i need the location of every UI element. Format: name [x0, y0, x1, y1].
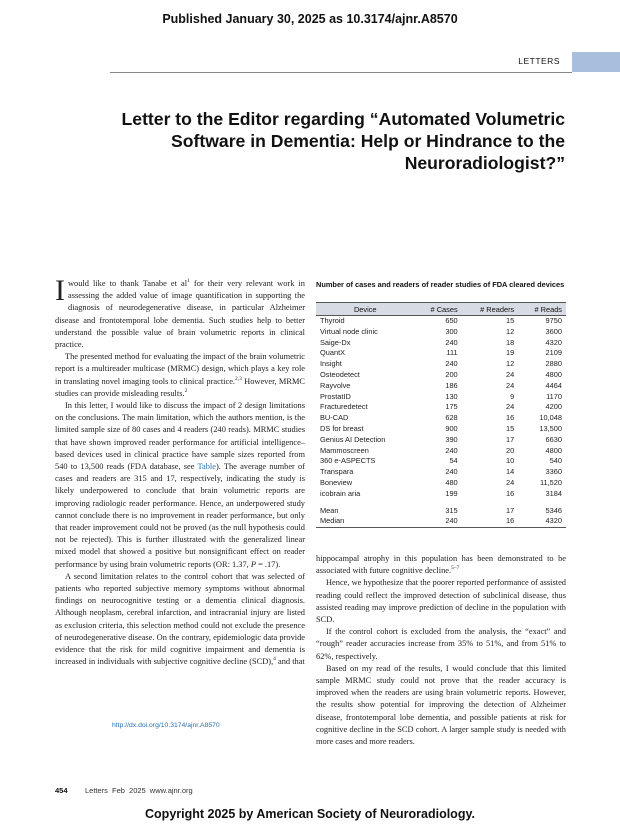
citation-ref[interactable]: 2,3	[235, 375, 242, 382]
number-cell: 17	[506, 434, 515, 444]
number-cell: 15	[506, 316, 515, 325]
section-tab-bar	[572, 52, 620, 72]
table-row	[316, 413, 566, 424]
device-cell: Virtual node clinic	[320, 326, 378, 336]
number-cell: 24	[506, 402, 515, 412]
table-header-row	[316, 303, 566, 316]
table-row	[316, 456, 566, 467]
device-cell: Mean	[320, 505, 339, 515]
table-row	[316, 370, 566, 381]
number-cell: 4320	[518, 516, 566, 527]
device-cell: Transpara	[320, 467, 354, 477]
number-cell: 2880	[545, 359, 562, 369]
number-cell: 300	[445, 326, 458, 336]
text: = .17).	[255, 559, 281, 569]
number-cell: 15	[506, 423, 515, 433]
number-cell: 4320	[545, 337, 562, 347]
paragraph-6: Hence, we hypothesize that the poorer reported performance of assisted reading could reflect the improved detection of subclinical disease, thus assisted reading may improve prediction of decline in the population with SCD.	[316, 578, 566, 625]
device-cell: BU-CAD	[320, 413, 349, 423]
number-cell: 24	[506, 477, 515, 487]
section-divider	[110, 72, 572, 73]
header-reads: # Reads	[518, 303, 566, 316]
number-cell: 240	[445, 337, 458, 347]
paragraph-7: If the control cohort is excluded from the analysis, the “exact” and “rough” reader accuracies increase from 35% to 51%, and from 51% to 62%, respectively.	[316, 627, 566, 661]
number-cell: 480	[445, 477, 458, 487]
header-readers: # Readers	[462, 303, 519, 316]
number-cell: 900	[445, 423, 458, 433]
number-cell: 240	[445, 445, 458, 455]
number-cell: 1170	[546, 391, 562, 401]
paragraph-8: Based on my read of the results, I would conclude that this limited sample MRMC study could not prove that the reader accuracy is improved when the readers are using brain volumetric reports. However, the results show potential for improving the detection of Alzheimer disease, frontotemporal lobe dementia, and possible patients at risk for cognitive decline in the SCD cohort. A larger sample study is needed with more cases and more readers.	[316, 663, 566, 747]
fda-devices-table	[316, 302, 566, 528]
number-cell: 6630	[545, 434, 562, 444]
number-cell: 130	[445, 391, 458, 401]
number-cell: 17	[506, 505, 515, 515]
number-cell: 4464	[545, 380, 562, 390]
number-cell: 186	[445, 380, 458, 390]
text: hippocampal atrophy in this population has been demonstrated to be associated with future cognitive decline.	[316, 554, 566, 576]
number-cell: 54	[449, 456, 458, 466]
device-cell: 360 e-ASPECTS	[320, 456, 376, 466]
text: In this letter, I would like to discuss the impact of 2 design limitations on the conclusions. The main limitation, which the authors mention, is the limited sample size of 80 cases and 4 readers (240 reads). MRMC studies that have shown improved reader performance for artificial intelligence–based devices used in clinical practice have sample sizes reported from 540 to 13,500 reads (FDA database, see	[55, 401, 305, 472]
device-cell: Boneview	[320, 477, 353, 487]
table-row	[316, 489, 566, 500]
number-cell: 10,048	[539, 413, 562, 423]
number-cell: 16	[506, 413, 515, 423]
number-cell: 3184	[545, 488, 562, 498]
number-cell: 12	[506, 326, 515, 336]
citation-ref[interactable]: 5–7	[451, 565, 460, 572]
citation-ref[interactable]: 2	[184, 388, 188, 395]
number-cell: 3360	[545, 467, 562, 477]
text: would like to thank Tanabe et al	[68, 279, 188, 288]
device-cell: Thyroid	[320, 316, 345, 325]
table-link[interactable]: Table	[197, 462, 216, 472]
article-title: Letter to the Editor regarding “Automated Volumetric Software in Dementia: Help or Hindrance to the Neuroradiologist?”	[121, 109, 565, 173]
number-cell: 4800	[545, 445, 562, 455]
device-cell: ProstatID	[320, 391, 351, 401]
number-cell: 14	[506, 467, 515, 477]
copyright-banner: Copyright 2025 by American Society of Neuroradiology.	[145, 807, 475, 821]
table-row	[316, 392, 566, 403]
running-footer: Letters Feb 2025 www.ajnr.org	[85, 786, 193, 795]
text: ). The average number of cases and readers are 315 and 17, respectively, indicating the study is likely underpowered to conclude that brain volumetric reports are improving radiologic reader performance. Hence, an underpowered study cannot conclude there is no improvement in reader performance, but only that reader improvement could not be proved (as the null hypothesis could not be rejected). This is further illustrated with the generalized linear mixed model that showed a positive but nonsignificant effect on reader performance by using brain volumetric reports (OR: 1.37,	[55, 462, 305, 569]
number-cell: 175	[445, 402, 458, 412]
summary-row	[316, 506, 566, 517]
number-cell: 18	[506, 337, 515, 347]
table-row	[316, 478, 566, 489]
citation-ref[interactable]: 1	[187, 278, 190, 285]
number-cell: 390	[445, 434, 458, 444]
text: However, MRMC studies can provide misleading results.	[55, 376, 305, 398]
number-cell: 628	[445, 413, 458, 423]
text: for their very relevant work in assessing the added value of image quantification in supporting the diagnosis of neurodegenerative disease, in particular Alzheimer disease and frontotemporal lobe dementia. Such studies help to better understand the possible value of brain volumetric reports in clinical practice.	[55, 279, 305, 350]
device-cell: Median	[316, 516, 415, 527]
table-row	[316, 402, 566, 413]
paragraph-2	[55, 351, 305, 400]
number-cell: 240	[415, 516, 462, 527]
number-cell: 12	[506, 359, 515, 369]
number-cell: 16	[462, 516, 519, 527]
text: A second limitation relates to the control cohort that was selected of patients who reported subjective memory symptoms without abnormal findings on neurocognitive testing or a dementia clinical diagnosis. Although neoplasm, cerebral infarction, and intracranial injury are listed as exclusion criteria, this selection method could not exclude the presence of neurodegenerative disease. On the contrary, epidemiologic data provide evidence that the risk for mild cognitive impairment and dementia is increased in individuals with subjective cognitive decline (SCD),	[55, 571, 305, 667]
number-cell: 24	[506, 380, 515, 390]
device-cell: Insight	[320, 359, 342, 369]
number-cell: 240	[445, 467, 458, 477]
table-row	[316, 348, 566, 359]
table-row	[316, 359, 566, 370]
number-cell: 16	[506, 488, 515, 498]
table-row	[316, 338, 566, 349]
table-row	[316, 467, 566, 478]
device-cell: Rayvolve	[320, 380, 351, 390]
doi-link[interactable]: http://dx.doi.org/10.3174/ajnr.A8570	[112, 722, 220, 729]
device-cell: Genius AI Detection	[320, 434, 386, 444]
summary-row	[316, 516, 566, 527]
paragraph-4	[55, 571, 305, 669]
table-row	[316, 446, 566, 457]
number-cell: 540	[549, 456, 562, 466]
number-cell: 24	[506, 369, 515, 379]
number-cell: 13,500	[539, 423, 562, 433]
number-cell: 10	[506, 456, 515, 466]
table-row	[316, 435, 566, 446]
published-banner: Published January 30, 2025 as 10.3174/ajnr.A8570	[162, 12, 458, 26]
device-cell: QuantX	[320, 348, 346, 358]
device-cell: Fracturedetect	[320, 402, 368, 412]
citation-ref[interactable]: 4	[273, 656, 276, 663]
device-cell: Saige-Dx	[320, 337, 351, 347]
paragraph-1	[55, 274, 305, 351]
header-cases: # Cases	[415, 303, 462, 316]
number-cell: 9	[510, 391, 515, 401]
number-cell: 19	[506, 348, 515, 358]
paragraph-5	[316, 553, 566, 577]
p-value-symbol: P	[250, 559, 256, 569]
number-cell: 199	[445, 488, 458, 498]
text: The presented method for evaluating the impact of the brain volumetric report is a multireader multicase (MRMC) design, which plays a key role in translating novel imaging tools to clinical practice.	[55, 352, 305, 386]
number-cell: 5346	[545, 505, 562, 515]
device-cell: Mammoscreen	[320, 445, 369, 455]
table-row	[316, 316, 566, 327]
device-cell: Osteodetect	[320, 369, 360, 379]
text: and that	[275, 657, 305, 667]
right-text-column	[316, 553, 566, 748]
device-cell: icobrain aria	[320, 488, 361, 498]
drop-cap: I	[55, 274, 65, 307]
device-cell: DS for breast	[320, 423, 364, 433]
number-cell: 240	[445, 359, 458, 369]
header-device: Device	[316, 303, 415, 316]
left-text-column	[55, 274, 305, 669]
number-cell: 111	[446, 348, 458, 358]
page-number: 454	[55, 786, 68, 795]
number-cell: 4200	[545, 402, 562, 412]
table-row	[316, 381, 566, 392]
paragraph-3	[55, 400, 305, 571]
number-cell: 4800	[545, 369, 562, 379]
number-cell: 9750	[545, 316, 562, 325]
number-cell: 200	[445, 369, 458, 379]
table-row	[316, 327, 566, 338]
number-cell: 2109	[545, 348, 562, 358]
number-cell: 650	[445, 316, 458, 325]
number-cell: 11,520	[539, 477, 562, 487]
number-cell: 20	[506, 445, 515, 455]
table-caption: Number of cases and readers of reader studies of FDA cleared devices	[316, 280, 565, 289]
table-row	[316, 424, 566, 435]
section-label: LETTERS	[518, 56, 560, 66]
number-cell: 3600	[545, 326, 562, 336]
number-cell: 315	[445, 505, 458, 515]
